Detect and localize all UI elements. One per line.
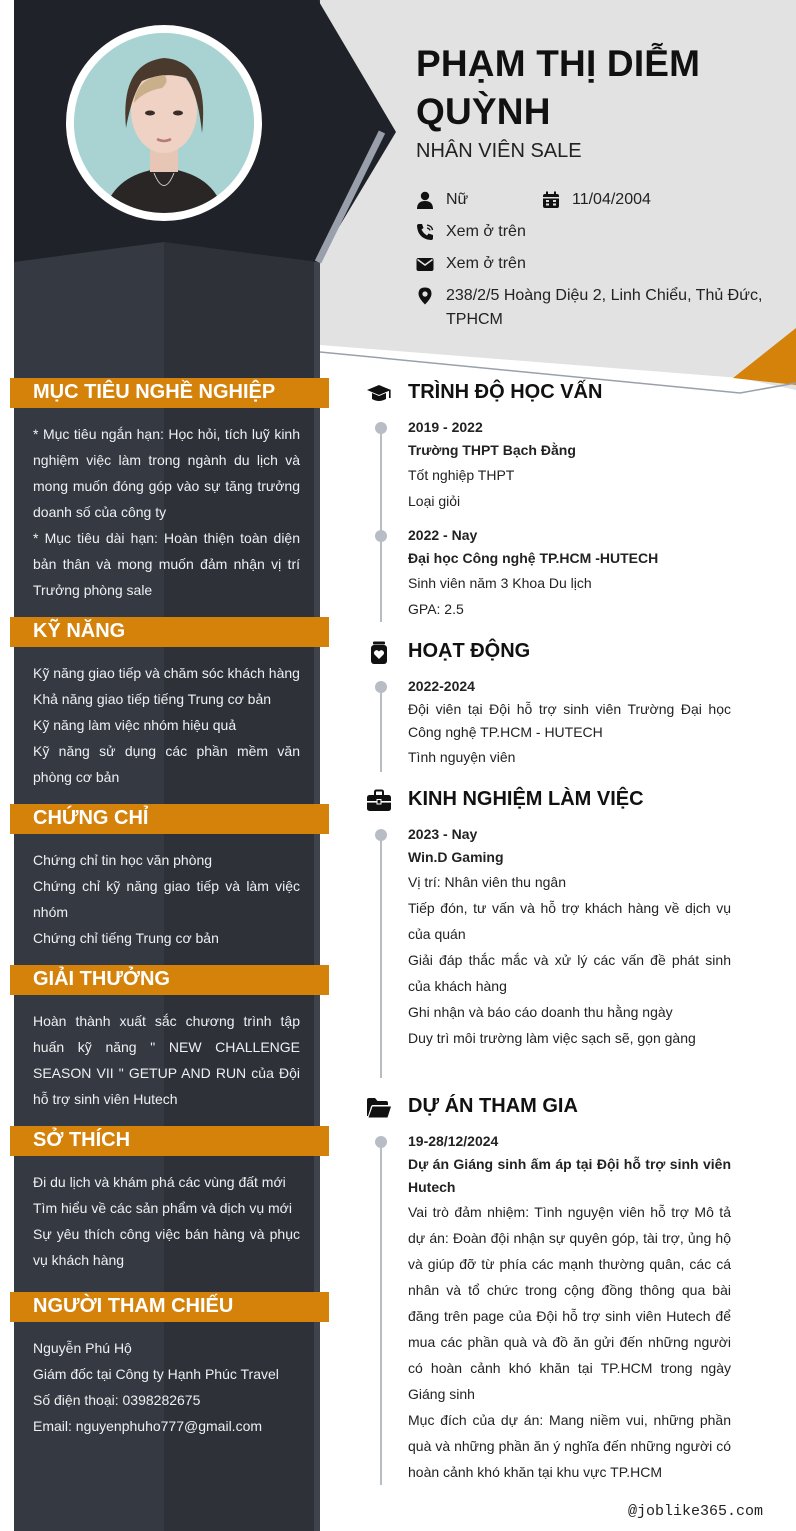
entry-line: Đội viên tại Đội hỗ trợ sinh viên Trường Đại học Công nghệ TP.HCM - HUTECH [408, 701, 731, 740]
certificate-item: Chứng chỉ tin học văn phòng [33, 852, 213, 868]
section-header-awards [10, 965, 329, 995]
job-title: NHÂN VIÊN SALE [416, 140, 582, 162]
section-header-experience [366, 786, 666, 816]
skill-item: Kỹ năng làm việc nhóm hiệu quả [33, 717, 237, 733]
folder-open-icon [366, 1096, 392, 1120]
section-header-hobbies [10, 1126, 329, 1156]
skills-body [33, 660, 300, 790]
hobby-item: Đi du lịch và khám phá các vùng đất mới [33, 1174, 286, 1190]
skill-item: Khả năng giao tiếp tiếng Trung cơ bản [33, 691, 272, 707]
timeline-line [380, 835, 382, 1078]
location-pin-icon [416, 287, 434, 305]
hobbies-body [33, 1169, 300, 1273]
badge-heart-icon [366, 641, 392, 665]
email-row [416, 252, 716, 276]
entry-organization: Win.D Gaming [408, 849, 504, 865]
entry-organization: Trường THPT Bạch Đằng [408, 442, 576, 458]
user-icon [416, 191, 434, 209]
reference-item: Email: nguyenphuho777@gmail.com [33, 1418, 263, 1434]
section-header-education [366, 379, 666, 409]
entry-line: Tốt nghiệp THPT [408, 467, 515, 483]
section-header-certificates [10, 804, 329, 834]
timeline-line [380, 428, 382, 622]
entry-line: Loại giỏi [408, 493, 461, 509]
timeline-line [380, 687, 382, 772]
hobby-item: Sự yêu thích công việc bán hàng và phục vụ khách hàng [33, 1226, 300, 1268]
section-title: KINH NGHIỆM LÀM VIỆC [408, 788, 644, 810]
person-portrait-illustration [74, 33, 254, 213]
award-item: Hoàn thành xuất sắc chương trình tập huấn kỹ năng " NEW CHALLENGE SEASON VII " GETUP AND RUN của Đội hỗ trợ sinh viên Hutech [33, 1013, 300, 1107]
entry-organization: Dự án Giáng sinh ấm áp tại Đội hỗ trợ sinh viên Hutech [408, 1156, 731, 1195]
timeline-dot [375, 1136, 387, 1148]
gender-text: Nữ [446, 191, 469, 208]
section-title: HOẠT ĐỘNG [408, 640, 531, 662]
entry-line: Tình nguyện viên [408, 749, 516, 765]
entry-date: 19-28/12/2024 [408, 1133, 499, 1149]
entry-line: Mục đích của dự án: Mang niềm vui, những phần quà và những phần ăn ý nghĩa đến những người có hoàn cảnh khó khăn tại khu vực TP.HCM [408, 1412, 731, 1480]
certificate-item: Chứng chỉ tiếng Trung cơ bản [33, 930, 219, 946]
entry-line: Vị trí: Nhân viên thu ngân [408, 874, 566, 890]
timeline-dot [375, 422, 387, 434]
birthdate-row [542, 188, 742, 212]
objective-item: * Mục tiêu ngắn hạn: Học hỏi, tích luỹ kinh nghiệm việc làm trong ngành du lịch và mong muốn đóng góp vào sự tăng trưởng doanh số của công ty [33, 426, 300, 520]
section-title: SỞ THÍCH [33, 1129, 131, 1151]
reference-item: Giám đốc tại Công ty Hạnh Phúc Travel [33, 1366, 279, 1382]
certificate-item: Chứng chỉ kỹ năng giao tiếp và làm việc nhóm [33, 878, 300, 920]
timeline-dot [375, 681, 387, 693]
email-text: Xem ở trên [446, 255, 526, 272]
section-title: TRÌNH ĐỘ HỌC VẤN [408, 381, 603, 403]
section-header-objective [10, 378, 329, 408]
phone-text: Xem ở trên [446, 223, 526, 240]
section-header-skills [10, 617, 329, 647]
section-title: CHỨNG CHỈ [33, 807, 149, 829]
timeline-line [380, 1142, 382, 1485]
entry-date: 2019 - 2022 [408, 419, 483, 435]
section-header-projects [366, 1093, 666, 1123]
timeline-dot [375, 829, 387, 841]
entry-date: 2022-2024 [408, 678, 475, 694]
phone-icon [416, 223, 434, 241]
section-title: KỸ NĂNG [33, 620, 126, 642]
entry-line: Sinh viên năm 3 Khoa Du lịch [408, 575, 592, 591]
certificates-body [33, 847, 300, 951]
objective-item: * Mục tiêu dài hạn: Hoàn thiện toàn diện bản thân và mong muốn đảm nhận vị trí Trưởng phòng sale [33, 530, 300, 598]
entry-line: GPA: 2.5 [408, 601, 464, 617]
envelope-icon [416, 255, 434, 273]
reference-item: Nguyễn Phú Hộ [33, 1340, 132, 1356]
section-title: DỰ ÁN THAM GIA [408, 1095, 578, 1117]
entry-line: Tiếp đón, tư vấn và hỗ trợ khách hàng về dịch vụ của quán [408, 900, 731, 942]
entry-line: Duy trì môi trường làm việc sạch sẽ, gọn gàng [408, 1030, 696, 1046]
reference-item: Số điện thoại: 0398282675 [33, 1392, 201, 1408]
phone-row [416, 220, 716, 244]
section-header-references [10, 1292, 329, 1322]
entry-date: 2023 - Nay [408, 826, 478, 842]
entry-line: Giải đáp thắc mắc và xử lý các vấn đề phát sinh của khách hàng [408, 952, 731, 994]
address-row [416, 284, 766, 332]
awards-body [33, 1008, 300, 1112]
profile-photo [66, 25, 262, 221]
section-title: GIẢI THƯỞNG [33, 968, 170, 990]
gender-row [416, 188, 526, 212]
skill-item: Kỹ năng giao tiếp và chăm sóc khách hàng [33, 665, 300, 681]
skill-item: Kỹ năng sử dụng các phần mềm văn phòng cơ bản [33, 743, 300, 785]
graduation-cap-icon [366, 382, 392, 406]
entry-line: Vai trò đảm nhiệm: Tình nguyện viên hỗ trợ Mô tả dự án: Đoàn đội nhận sự quyên góp, tài trợ, ủng hộ và giúp đỡ từ phía các mạnh thường quân, các cá nhân và tổ chức trong cộng đồng thông qua bài đăng trên page của Đội hỗ trợ sinh viên Hutech để mua các phần quà và đồ ăn gửi đến những người có hoàn cảnh khó khăn tại TP.HCM trong ngày Giáng sinh [408, 1204, 731, 1402]
section-title: NGƯỜI THAM CHIẾU [33, 1295, 234, 1317]
footer-watermark: @joblike365.com [628, 1503, 764, 1520]
calendar-icon [542, 191, 560, 209]
education-entry [408, 524, 731, 622]
section-title: MỤC TIÊU NGHỀ NGHIỆP [33, 381, 276, 403]
activity-entry [408, 675, 731, 770]
hobby-item: Tìm hiểu về các sản phẩm và dịch vụ mới [33, 1200, 292, 1216]
birthdate-text: 11/04/2004 [572, 191, 651, 208]
section-header-activities [366, 638, 666, 668]
experience-entry [408, 823, 731, 1051]
entry-organization: Đại học Công nghệ TP.HCM -HUTECH [408, 550, 659, 566]
entry-line: Ghi nhận và báo cáo doanh thu hằng ngày [408, 1004, 673, 1020]
timeline-dot [375, 530, 387, 542]
address-text: 238/2/5 Hoàng Diệu 2, Linh Chiểu, Thủ Đức, TPHCM [446, 287, 763, 328]
candidate-name: PHẠM THỊ DIỄM QUỲNH [416, 43, 701, 132]
references-body [33, 1335, 300, 1439]
project-entry [408, 1130, 731, 1485]
objective-body [33, 421, 300, 603]
education-entry [408, 416, 731, 514]
briefcase-icon [366, 789, 392, 813]
entry-date: 2022 - Nay [408, 527, 478, 543]
